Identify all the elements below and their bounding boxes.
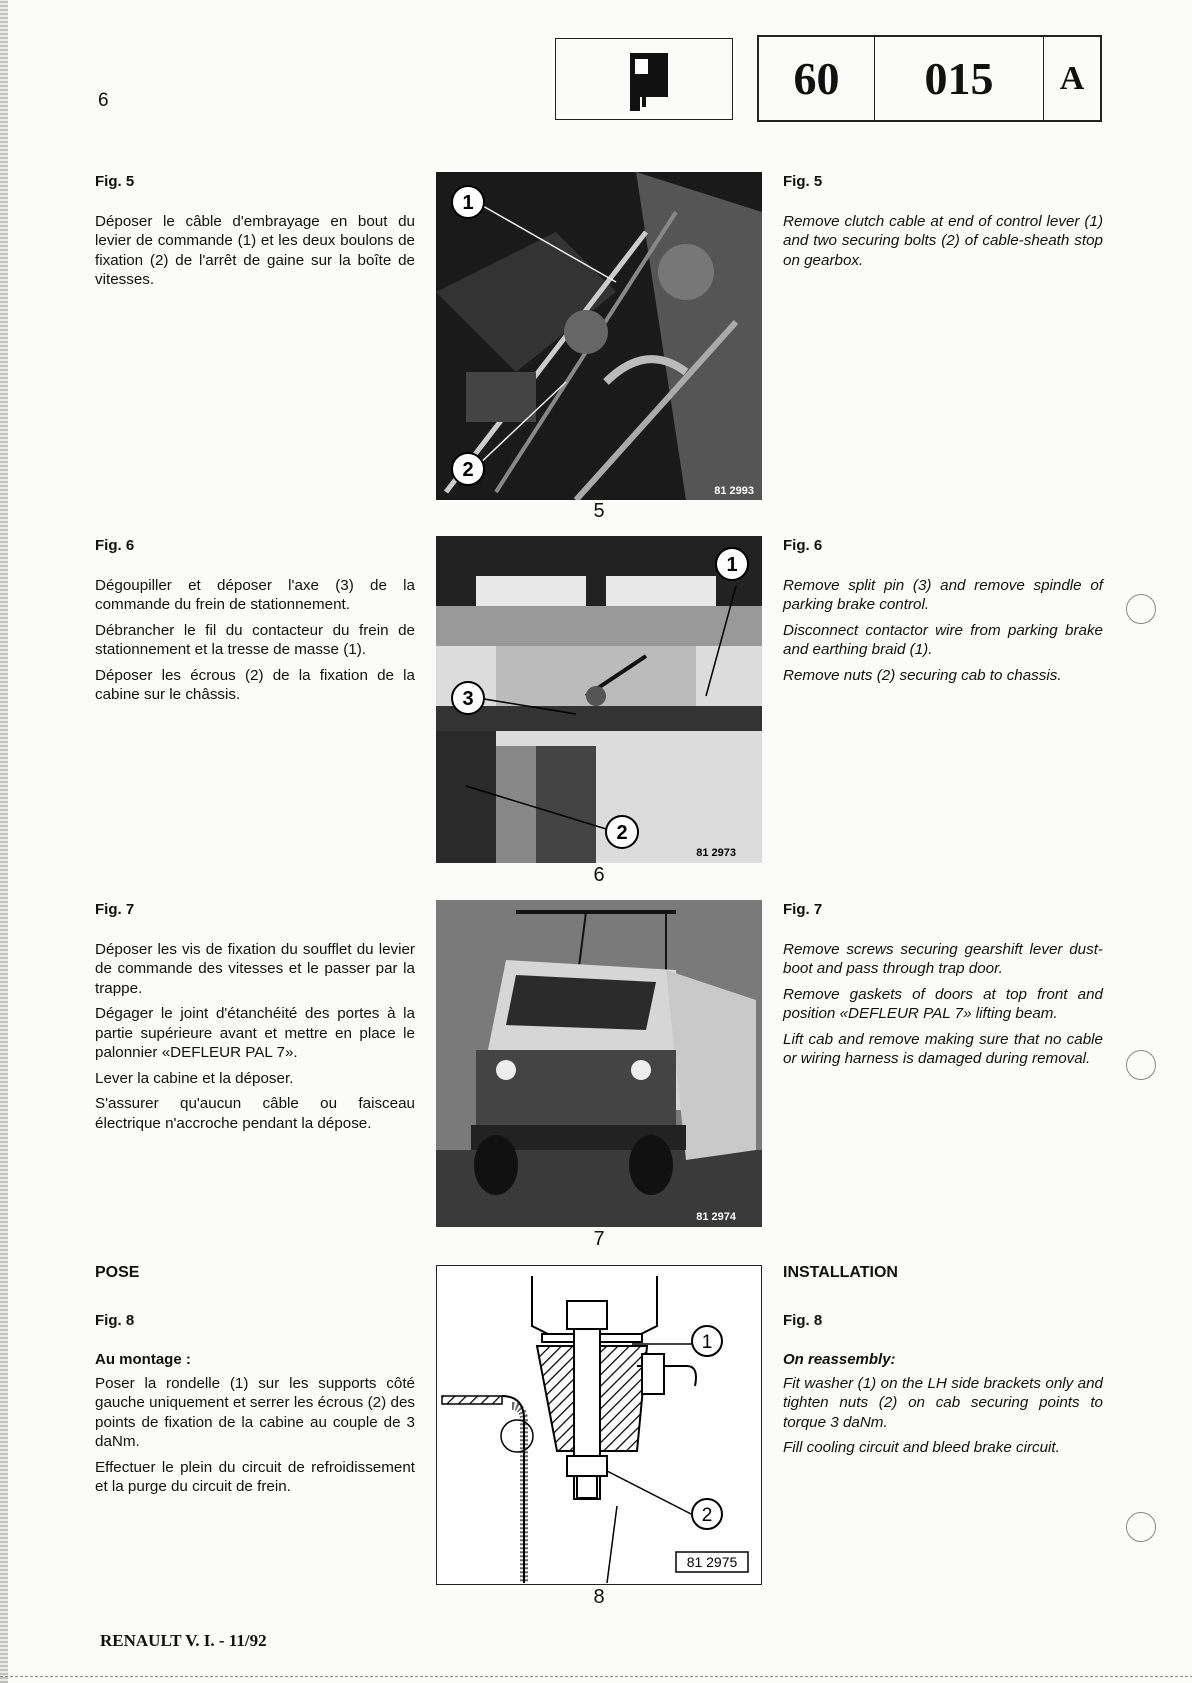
punch-hole	[1126, 594, 1156, 624]
fig7-french-text	[95, 900, 415, 1139]
fig6-photo	[436, 536, 762, 863]
fig8-french-text	[95, 1263, 415, 1503]
fig7-caption: 7	[593, 1228, 605, 1250]
svg-text:2: 2	[462, 459, 474, 481]
fig8-english-text	[783, 1263, 1103, 1464]
fig7-fr-paragraph-1: Déposer les vis de fixation du soufflet du levier de commande des vitesses et le passer par la trappe.	[95, 940, 415, 997]
fig5-french-text	[95, 172, 415, 296]
fig7-en-label: Fig. 7	[783, 901, 823, 918]
document-reference	[757, 35, 1102, 122]
ref-number: 015	[875, 37, 1044, 120]
fig8-callout-1	[692, 1326, 722, 1356]
fig8-en-heading: INSTALLATION	[783, 1264, 898, 1281]
fig8-en-paragraph-2: Fill cooling circuit and bleed brake circuit.	[783, 1439, 1060, 1456]
fig8-en-subheading: On reassembly:	[783, 1351, 896, 1368]
fig5-photo	[436, 172, 762, 500]
fig5-en-label: Fig. 5	[783, 173, 823, 190]
fig6-caption: 6	[593, 864, 605, 886]
fig6-callout-1	[716, 548, 748, 580]
punch-hole	[1126, 1050, 1156, 1080]
fig5-fr-paragraph: Déposer le câble d'embrayage en bout du levier de commande (1) et les deux boulons de fixation (2) de l'arrêt de gaine sur la boîte de vitesses.	[95, 212, 415, 288]
fig6-en-paragraph-1: Remove split pin (3) and remove spindle of parking brake control.	[783, 576, 1103, 613]
fig5-callout-1	[452, 186, 484, 218]
fig7-fr-paragraph-2: Dégager le joint d'étanchéité des portes à la partie supérieure avant et mettre en place le palonnier «DEFLEUR PAL 7».	[95, 1005, 415, 1061]
manual-logo-icon	[556, 39, 732, 119]
svg-text:1: 1	[726, 554, 738, 576]
fig5-caption: 5	[593, 500, 605, 522]
fig6-fr-paragraph-1: Dégoupiller et déposer l'axe (3) de la commande du frein de stationnement.	[95, 576, 415, 613]
fig5-callout-2	[452, 453, 484, 485]
fig6-callout-3	[452, 682, 484, 714]
svg-text:3: 3	[462, 688, 474, 710]
svg-text:1: 1	[701, 1332, 713, 1353]
fig8-fr-paragraph-1: Poser la rondelle (1) sur les supports côté gauche uniquement et serrer les écrous (2) des points de fixation de la cabine au couple de 3 daNm.	[95, 1374, 415, 1450]
fig6-fr-paragraph-2: Débrancher le fil du contacteur du frein de stationnement et la tresse de masse (1).	[95, 621, 415, 658]
ref-revision: A	[1059, 59, 1085, 97]
svg-text:2: 2	[701, 1505, 713, 1526]
fig7-en-paragraph-2: Remove gaskets of doors at top front and position «DEFLEUR PAL 7» lifting beam.	[783, 985, 1103, 1022]
svg-text:1: 1	[462, 192, 474, 214]
fig6-fr-paragraph-3: Déposer les écrous (2) de la fixation de la cabine sur le châssis.	[95, 666, 415, 703]
fig8-fr-heading: POSE	[95, 1264, 140, 1281]
punch-hole	[1126, 1512, 1156, 1542]
fig8-en-label: Fig. 8	[783, 1311, 823, 1329]
page-number: 6	[98, 90, 109, 111]
fig8-fr-subheading: Au montage :	[95, 1351, 191, 1368]
ref-section: 60	[759, 37, 875, 120]
manual-logo-box	[555, 38, 733, 120]
footer-publisher: RENAULT V. I. - 11/92	[100, 1631, 267, 1650]
fig8-drawing-code: 81 2975	[686, 1554, 738, 1570]
fig8-technical-drawing	[436, 1265, 762, 1585]
page-binding-edge	[0, 0, 8, 1683]
fig5-english-text	[783, 172, 1103, 276]
fig6-english-text	[783, 536, 1103, 691]
fig8-callout-2	[692, 1499, 722, 1529]
fig5-photo-code: 81 2993	[714, 485, 754, 497]
fig8-fr-label: Fig. 8	[95, 1311, 135, 1329]
svg-text:2: 2	[616, 822, 628, 844]
fig6-en-paragraph-3: Remove nuts (2) securing cab to chassis.	[783, 666, 1062, 684]
fig7-en-paragraph-1: Remove screws securing gearshift lever dust-boot and pass through trap door.	[783, 940, 1103, 977]
fig8-fr-paragraph-2: Effectuer le plein du circuit de refroidissement et la purge du circuit de frein.	[95, 1458, 415, 1495]
fig6-fr-label: Fig. 6	[95, 537, 135, 554]
fig7-photo-code: 81 2974	[696, 1211, 736, 1223]
fig7-photo	[436, 900, 762, 1227]
fig7-english-text	[783, 900, 1103, 1075]
fig7-en-paragraph-3: Lift cab and remove making sure that no cable or wiring harness is damaged during removal.	[783, 1030, 1103, 1067]
fig7-fr-paragraph-3: Lever la cabine et la déposer.	[95, 1069, 294, 1087]
fig5-en-paragraph: Remove clutch cable at end of control lever (1) and two securing bolts (2) of cable-sheath stop on gearbox.	[783, 212, 1103, 269]
fig6-en-paragraph-2: Disconnect contactor wire from parking brake and earthing braid (1).	[783, 621, 1103, 658]
fig8-en-paragraph-1: Fit washer (1) on the LH side brackets only and tighten nuts (2) on cab securing points to torque 3 daNm.	[783, 1374, 1103, 1431]
fig7-fr-label: Fig. 7	[95, 901, 135, 918]
fig6-callout-2	[606, 816, 638, 848]
fig6-en-label: Fig. 6	[783, 537, 823, 554]
fig5-fr-label: Fig. 5	[95, 173, 135, 190]
bottom-edge-rule	[0, 1676, 1192, 1677]
fig7-fr-paragraph-4: S'assurer qu'aucun câble ou faisceau électrique n'accroche pendant la dépose.	[95, 1095, 415, 1132]
fig6-photo-code: 81 2973	[696, 847, 736, 859]
fig8-caption: 8	[593, 1586, 605, 1608]
fig6-french-text	[95, 536, 415, 711]
